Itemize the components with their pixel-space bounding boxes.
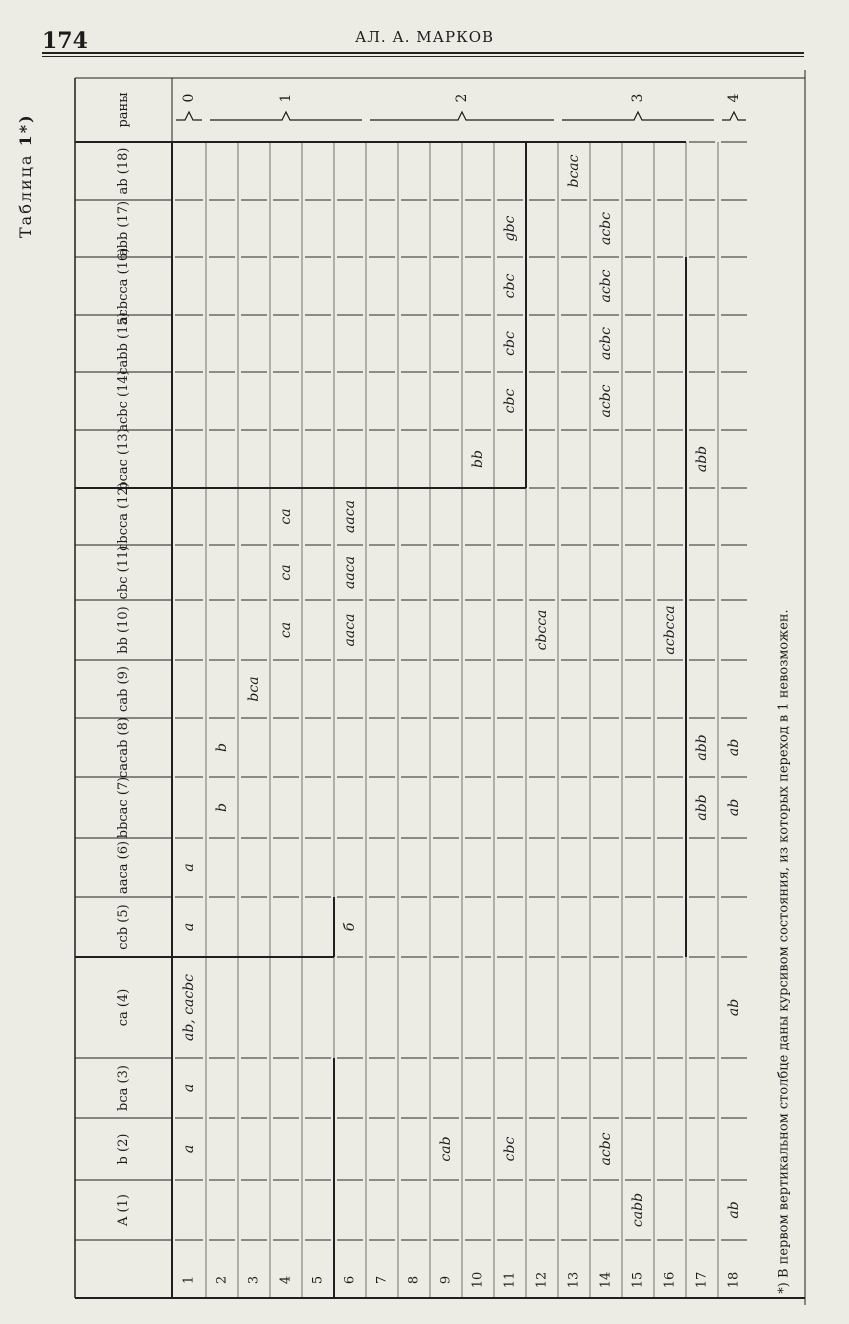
table-cell: abb xyxy=(694,794,710,821)
page-number: 174 xyxy=(42,28,88,54)
table-cell: cab xyxy=(438,1136,454,1162)
table-cell: aaca xyxy=(342,556,358,589)
column-header: ab (18) xyxy=(116,147,131,195)
running-header-author: АЛ. А. МАРКОВ xyxy=(355,28,495,46)
table-cell: b xyxy=(214,803,230,812)
column-header: bbcac (7) xyxy=(116,776,131,839)
row-label: 18 xyxy=(726,1271,742,1289)
row-label: 3 xyxy=(246,1275,262,1285)
row-label: 16 xyxy=(662,1271,678,1289)
table-cell: bcac xyxy=(566,154,582,188)
table-cell: cabb xyxy=(630,1192,646,1228)
row-label: 1 xyxy=(181,1275,197,1285)
row-label: 17 xyxy=(694,1271,710,1289)
group-label: 1 xyxy=(278,93,294,103)
row-label: 8 xyxy=(406,1275,422,1285)
column-header-last: раны xyxy=(116,92,131,128)
group-label: 4 xyxy=(726,93,742,103)
footnote: *) В первом вертикальном столбце даны курсивом состояния, из которых переход в 1 невозможен. xyxy=(776,609,792,1294)
group-brace xyxy=(562,112,714,120)
row-label: 5 xyxy=(310,1275,326,1285)
table-cell: ab xyxy=(726,738,742,757)
column-header: acbcca (16) xyxy=(116,247,131,325)
table-cell: bb xyxy=(470,450,486,468)
table-cell: ab xyxy=(726,798,742,817)
row-label: 15 xyxy=(630,1271,646,1289)
table-cell: acbc xyxy=(598,269,614,303)
table-cell: a xyxy=(181,1144,197,1154)
column-header: aaca (6) xyxy=(116,840,131,895)
group-brace xyxy=(176,112,202,120)
table-cell: ca xyxy=(278,564,294,581)
row-label: 12 xyxy=(534,1271,550,1289)
table-cell: ca xyxy=(278,621,294,639)
column-header: bcac (13) xyxy=(116,428,131,490)
table-cell: acbc xyxy=(598,212,614,245)
table-cell: cbc xyxy=(502,273,518,299)
table-cell: ab xyxy=(726,998,742,1017)
group-label: 0 xyxy=(181,93,197,103)
table-cell: cbc xyxy=(502,388,518,414)
row-label: 13 xyxy=(566,1271,582,1289)
column-header: ccb (5) xyxy=(116,904,131,950)
table-cell: ab, cacbc xyxy=(181,973,197,1042)
table-cell: cbcca xyxy=(534,609,550,651)
table-cell: aaca xyxy=(342,613,358,647)
group-brace xyxy=(370,112,554,120)
column-header: acbc (14) xyxy=(116,370,131,432)
table-cell: abb xyxy=(694,445,710,473)
column-header: abb (17) xyxy=(116,200,131,257)
table-cell: b xyxy=(214,743,230,752)
column-header: A (1) xyxy=(116,1194,131,1226)
column-header: cacab (8) xyxy=(116,717,131,778)
table-title-word: Таблица xyxy=(16,153,35,238)
table-cell: a xyxy=(181,1083,197,1093)
row-label: 7 xyxy=(374,1275,390,1285)
table-cell: cbc xyxy=(502,1136,518,1162)
column-header: bb (10) xyxy=(116,606,131,654)
row-label: 10 xyxy=(470,1271,486,1289)
group-label: 2 xyxy=(454,93,470,103)
group-label: 3 xyxy=(630,93,646,103)
table-cell: б xyxy=(342,922,358,932)
group-brace xyxy=(722,112,746,120)
table-cell: acbc xyxy=(598,1132,614,1166)
column-header: cbc (11) xyxy=(116,545,131,600)
table-cell: acbc xyxy=(598,327,614,360)
table-cell: acbc xyxy=(598,384,614,418)
column-header: cab (9) xyxy=(116,666,131,712)
table-cell: bca xyxy=(246,676,262,702)
column-header: bca (3) xyxy=(116,1065,131,1111)
table-cell: abb xyxy=(694,734,710,761)
table-cell: a xyxy=(181,922,197,932)
row-label: 2 xyxy=(214,1275,230,1285)
table-cell: acbcca xyxy=(662,605,678,655)
table-cell: ab xyxy=(726,1201,742,1219)
table-cell: ca xyxy=(278,508,294,525)
table-cell: cbc xyxy=(502,331,518,356)
table-title-mark: 1*) xyxy=(16,113,35,147)
table-cell: gbc xyxy=(502,215,518,242)
column-header: cabb (15) xyxy=(116,312,131,375)
column-header: cbcca (12) xyxy=(116,482,131,551)
row-label: 11 xyxy=(502,1271,518,1289)
row-label: 14 xyxy=(598,1271,614,1289)
column-header: b (2) xyxy=(116,1133,131,1165)
table-cell: a xyxy=(181,863,197,872)
row-label: 9 xyxy=(438,1275,454,1285)
table-cell: aaca xyxy=(342,500,358,533)
column-header: ca (4) xyxy=(116,988,131,1027)
group-brace xyxy=(210,112,362,120)
row-label: 6 xyxy=(342,1275,358,1285)
row-label: 4 xyxy=(278,1275,294,1285)
